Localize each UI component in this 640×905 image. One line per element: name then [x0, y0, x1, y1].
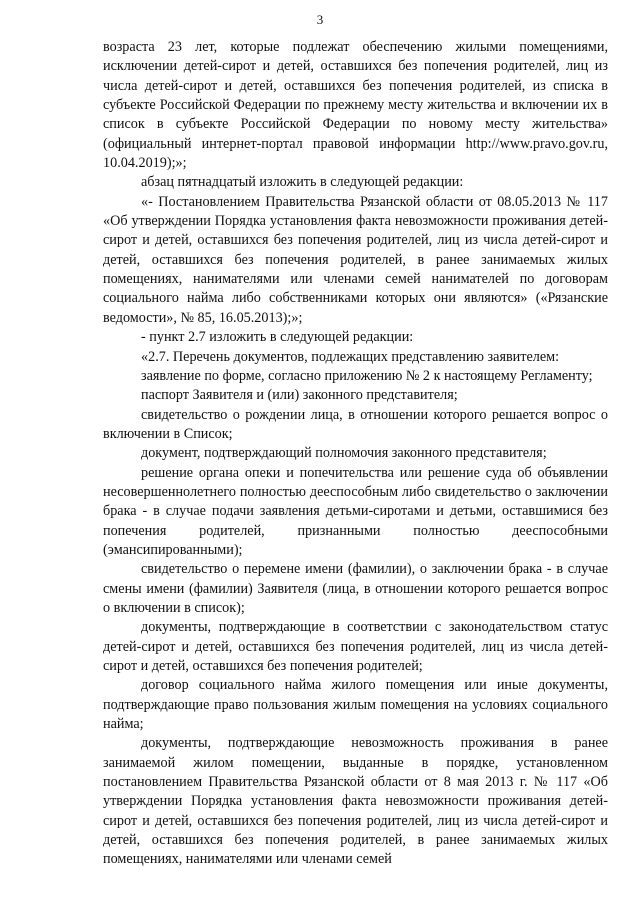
paragraph: свидетельство о перемене имени (фамилии), о заключении брака - в случае смены имени (фамилии) Заявителя (лица, в отношении которого решается вопрос о включении в список); — [103, 561, 608, 616]
paragraph: возраста 23 лет, которые подлежат обеспечению жилыми помещениями, исключении детей-сирот и детей, оставшихся без попечения родителей, лиц из числа детей-сирот и детей, оставшихся без попечения родителей, из списка в субъекте Российской Федерации по прежнему месту жительства и включении их в список в субъекте Российской Федерации по новому месту жительства» (официальный интернет-портал правовой информации http://www.pravo.gov.ru, 10.04.2019);»; — [103, 39, 608, 172]
paragraph: «- Постановлением Правительства Рязанской области от 08.05.2013 № 117 «Об утверждении Порядка установления факта невозможности проживания детей-сирот и детей, оставшихся без попечения родителей, лиц из числа детей-сирот и детей, оставшихся без попечения родителей, в ранее занимаемых жилых помещениях, нанимателями или членами семей нанимателей по договорам социального найма либо собственниками которых они являются» («Рязанские ведомости», № 85, 16.05.2013);»; — [103, 193, 608, 326]
paragraph: документы, подтверждающие невозможность проживания в ранее занимаемой жилом помещении, выданные в порядке, установленном постановлением Правительства Рязанской области от 8 мая 2013 г. № 117 «Об утверждении Порядка установления факта невозможности проживания детей-сирот и детей, оставшихся без попечения родителей, лиц из числа детей-сирот и детей, оставшихся без попечения родителей, в ранее занимаемых жилых помещениях, нанимателями или членами семей — [103, 735, 608, 868]
paragraph: документы, подтверждающие в соответствии с законодательством статус детей-сирот и детей, оставшихся без попечения родителей, лиц из числа детей-сирот и детей, оставшихся без попечения родителей; — [103, 619, 608, 674]
paragraph: - пункт 2.7 изложить в следующей редакции: — [141, 329, 414, 346]
paragraph: свидетельство о рождении лица, в отношении которого решается вопрос о включении в Список; — [103, 406, 608, 442]
paragraph: паспорт Заявителя и (или) законного представителя; — [141, 387, 458, 404]
paragraph: абзац пятнадцатый изложить в следующей редакции: — [141, 174, 464, 191]
paragraph: решение органа опеки и попечительства или решение суда об объявлении несовершеннолетнего полностью дееспособным либо свидетельство о заключении брака - в случае подачи заявления детьми-сиротами и детьми, оставшимися без попечения родителей, признанными полностью дееспособными (эмансипированными); — [103, 464, 608, 558]
paragraph: документ, подтверждающий полномочия законного представителя; — [141, 445, 547, 462]
paragraph: договор социального найма жилого помещения или иные документы, подтверждающие право пользования жилым помещения на условиях социального найма; — [103, 677, 608, 733]
page-number: 3 — [316, 12, 324, 27]
document-body — [103, 38, 608, 870]
paragraph: заявление по форме, согласно приложению № 2 к настоящему Регламенту; — [141, 367, 593, 384]
paragraph: «2.7. Перечень документов, подлежащих представлению заявителем: — [141, 348, 560, 365]
